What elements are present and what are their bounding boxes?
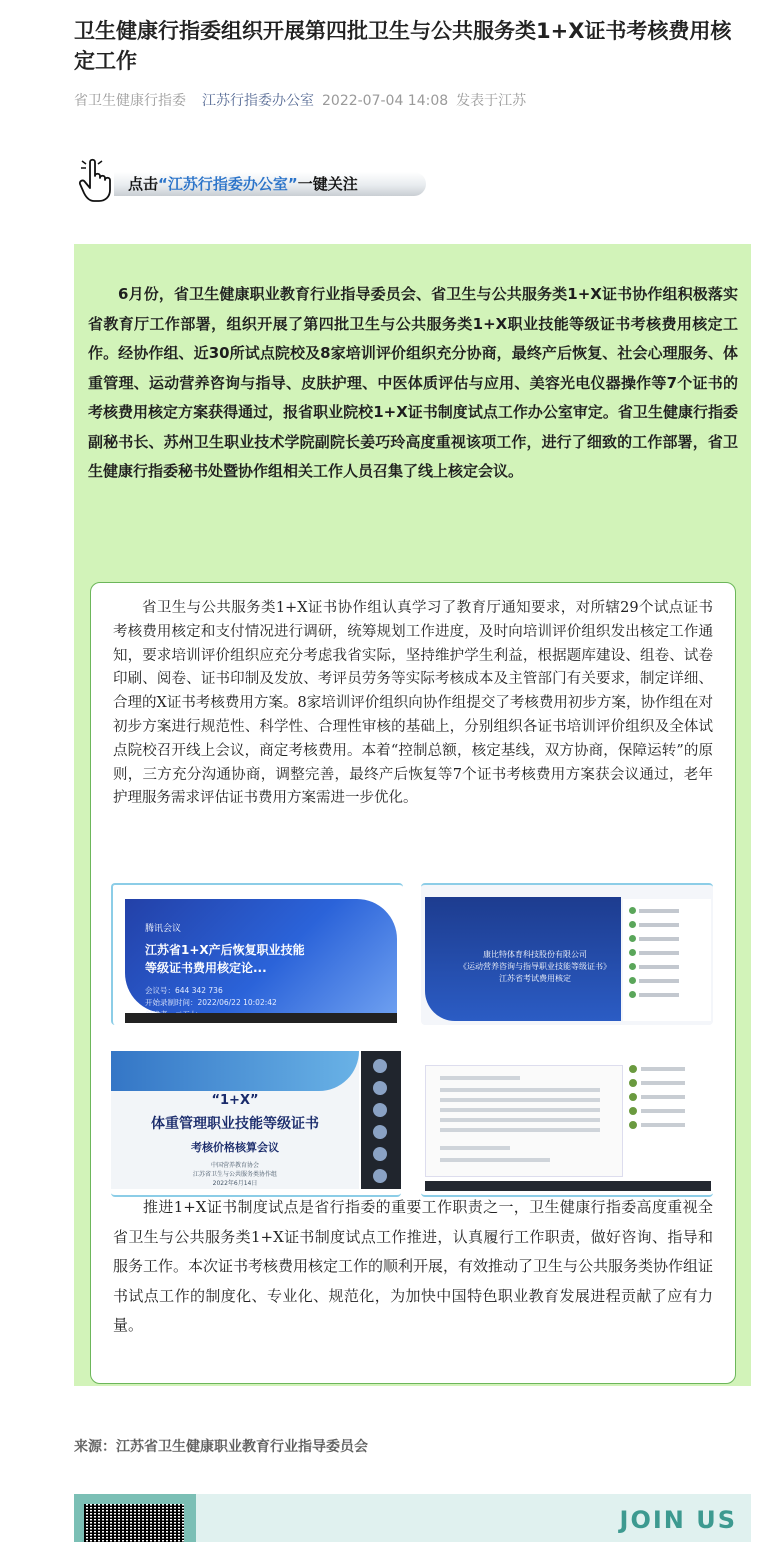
article-meta — [74, 90, 534, 110]
slide-date: 2022年6月14日 — [212, 1180, 258, 1187]
participant-list — [623, 899, 711, 1021]
participant-row — [629, 991, 703, 999]
slide-subtitle: 考核价格核算会议 — [191, 1141, 279, 1154]
content-card — [90, 582, 736, 1384]
account-link[interactable]: 江苏行指委办公室 — [202, 93, 314, 109]
slide-title: 体重管理职业技能等级证书 — [151, 1116, 319, 1132]
article-source: 来源：江苏省卫生健康职业教育行业指导委员会 — [74, 1439, 368, 1455]
follow-suffix: 一键关注 — [297, 175, 358, 193]
shared-screen — [425, 897, 621, 1021]
shared-title-line-2: 《运动营养咨询与指导职业技能等级证书》 — [459, 962, 611, 971]
qr-frame — [74, 1494, 196, 1542]
meeting-id: 会议号：644 342 736 — [145, 986, 223, 995]
join-us-banner[interactable] — [74, 1494, 751, 1542]
meeting-photo-2[interactable] — [421, 883, 713, 1025]
shared-title-line-1: 康比特体育科技股份有限公司 — [483, 950, 587, 959]
meeting-toolbar — [125, 1013, 397, 1023]
slide-org-line-2: 江苏省卫生与公共服务类协作组 — [192, 1171, 277, 1178]
meeting-photo-4[interactable] — [421, 1039, 713, 1197]
doc-line — [440, 1146, 510, 1150]
meeting-toolbar — [425, 1181, 711, 1191]
slide-quote: “1+X” — [211, 1093, 259, 1108]
meeting-photo-3[interactable] — [111, 1039, 401, 1197]
avatar — [373, 1169, 387, 1183]
content-section — [74, 244, 751, 1386]
doc-line — [440, 1088, 600, 1092]
doc-line — [440, 1128, 600, 1132]
doc-line — [440, 1076, 520, 1080]
follow-text — [128, 173, 358, 194]
join-us-label: JOIN US — [619, 1506, 737, 1534]
participant-list — [625, 1059, 711, 1179]
meeting-photo-1[interactable] — [111, 883, 403, 1025]
slide-org — [111, 1161, 359, 1188]
app-logo-text: 腾讯会议 — [145, 924, 182, 934]
participant-row — [629, 907, 703, 915]
participant-row — [629, 963, 703, 971]
qr-code-icon — [84, 1504, 184, 1542]
shared-document — [425, 1065, 623, 1177]
follow-highlight: “江苏行指委办公室” — [158, 175, 298, 193]
shared-title-line-3: 江苏省考试费用核定 — [499, 974, 571, 983]
author-name: 省卫生健康行指委 — [74, 93, 186, 109]
participant-row — [629, 935, 703, 943]
slide-header-wave — [111, 1051, 359, 1091]
participant-row — [629, 977, 703, 985]
presentation-slide — [111, 1051, 359, 1189]
video-strip — [361, 1051, 401, 1189]
pointing-hand-icon — [78, 158, 114, 202]
shared-screen-title — [455, 949, 615, 985]
meeting-screen — [125, 899, 397, 1013]
follow-prefix: 点击 — [128, 175, 159, 193]
publish-location: 发表于江苏 — [456, 93, 527, 109]
meeting-start-time: 开始录制时间：2022/06/22 10:02:42 — [145, 998, 277, 1007]
card-paragraph-2: 推进1+X证书制度试点是省行指委的重要工作职责之一，卫生健康行指委高度重视全省卫生与公共服务类1+X证书制度试点工作推进，认真履行工作职责，做好咨询、指导和服务工作。本次证书考核费用核定工作的顺利开展，有效推动了卫生与公共服务类协作组证书试点工作的制度化、专业化、规范化，为加快中国特色职业教育发展进程贡献了应有力量。 — [113, 1198, 714, 1334]
avatar — [373, 1059, 387, 1073]
article-title: 卫生健康行指委组织开展第四批卫生与公共服务类1+X证书考核费用核定工作 — [74, 19, 732, 73]
publish-datetime: 2022-07-04 14:08 — [322, 93, 449, 109]
participant-row — [629, 949, 703, 957]
intro-paragraph: 6月份，省卫生健康职业教育行业指导委员会、省卫生与公共服务类1+X证书协作组积极落实省教育厅工作部署，组织开展了第四批卫生与公共服务类1+X职业技能等级证书考核费用核定工作。经协作组、近30所试点院校及8家培训评价组织充分协商，最终产后恢复、社会心理服务、体重管理、运动营养咨询与指导、皮肤护理、中医体质评估与应用、美容光电仪器操作等7个证书的考核费用核定方案获得通过，报省职业院校1+X证书制度试点工作办公室审定。省卫生健康行指委副秘书长、苏州卫生职业技术学院副院长姜巧玲高度重视该项工作，进行了细致的工作部署，省卫生健康行指委秘书处暨协作组相关工作人员召集了线上核定会议。 — [88, 285, 738, 480]
meeting-title: 江苏省1+X产后恢复职业技能等级证书费用核定论... — [145, 943, 305, 975]
doc-line — [440, 1118, 600, 1122]
card-paragraph-1: 省卫生与公共服务类1+X证书协作组认真学习了教育厅通知要求，对所辖29个试点证书考核费用核定和支付情况进行调研，统筹规划工作进度，及时向培训评价组织发出核定工作通知，要求培训评价组织应充分考虑我省实际，坚持维护学生利益，根据题库建设、组卷、试卷印刷、阅卷、证书印制及发放、考评员劳务等实际考核成本及主管部门有关要求，制定详细、合理的X证书考核费用方案。8家培训评价组织向协作组提交了考核费用初步方案，协作组在对初步方案进行规范性、科学性、合理性审核的基础上，分别组织各证书培训评价组织及全体试点院校召开线上会议，商定考核费用。本着“控制总额，核定基线，双方协商，保障运转”的原则，三方充分沟通协商，调整完善，最终产后恢复等7个证书考核费用方案获会议通过，老年护理服务需求评估证书费用方案需进一步优化。 — [113, 600, 713, 807]
avatar — [373, 1147, 387, 1161]
avatar — [373, 1103, 387, 1117]
avatar — [373, 1125, 387, 1139]
avatar — [373, 1081, 387, 1095]
follow-banner[interactable] — [78, 158, 428, 204]
doc-line — [440, 1158, 550, 1162]
doc-line — [440, 1108, 600, 1112]
participant-row — [629, 921, 703, 929]
doc-line — [440, 1098, 600, 1102]
slide-org-line-1: 中国营养教育协会 — [210, 1162, 259, 1169]
